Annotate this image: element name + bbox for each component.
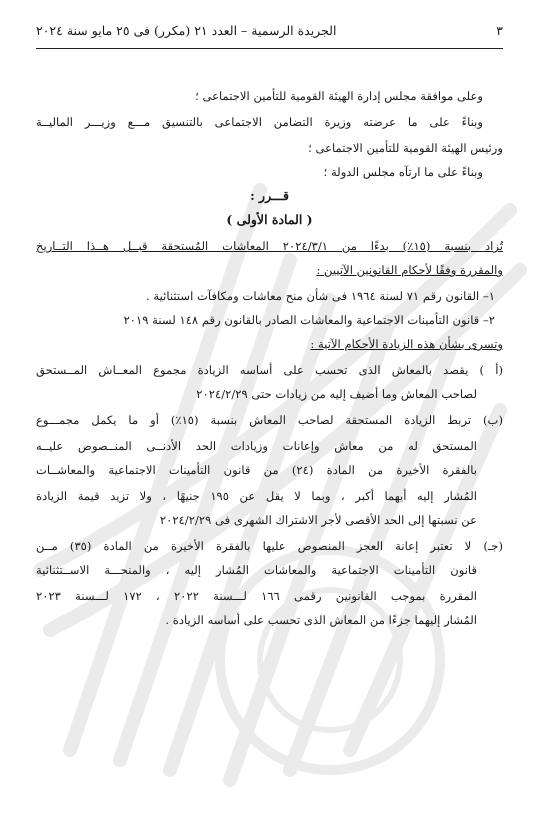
decision-heading: قـــرر : (250, 188, 289, 203)
text-line: والمقررة وفقًا لأحكام القانونين الآتيين : (316, 263, 503, 277)
text-line: ورئيس الهيئة القومية للتأمين الاجتماعى ؛ (308, 141, 503, 155)
clause-line: المُشار إليهما جزءًا من المعاش الذى تحسب على أساسه الزيادة . (165, 613, 477, 627)
clause-line: المستحق له من معاش وإعانات وزيادات الحد الأدنــى المنــصوص عليــه (36, 439, 477, 453)
clause-line: المقررة بموجب القانونين رقمى ١٦٦ لـــسنة ٢٠٢٢ ، ١٧٢ لـــسنة ٢٠٢٣ (36, 589, 477, 603)
clause-line: عن نسبتها إلى الحد الأقصى لأجر الاشتراك الشهرى فى ٢٠٢٤/٢/٢٩ (159, 513, 477, 527)
list-item: ١– القانون رقم ٧١ لسنة ١٩٦٤ فى شأن منح معاشات ومكافآت استثنائية . (146, 289, 495, 303)
article-heading: ( المادة الأولى ) (226, 212, 313, 227)
text-line: تُزاد بنسبة (١٥٪) بدءًا من ٢٠٢٤/٣/١ المعاشات المُستحقة قبــل هــذا التــاريخ (36, 239, 503, 253)
clause-line: لصاحب المعاش وما أضيف إليه من زيادات حتى ٢٠٢٤/٢/٢٩ (196, 387, 477, 401)
header-divider (36, 48, 503, 49)
text-line: وعلى موافقة مجلس إدارة الهيئة القومية للتأمين الاجتماعى ؛ (195, 89, 483, 103)
clause-line: (ب) تربط الزيادة المستحقة لصاحب المعاش بنسبة (١٥٪) أو ما يكمل مجمـــوع (36, 413, 503, 427)
clause-line: قانون التأمينات الاجتماعية والمعاشات المُشار إليه ، والمنحـــة الاســتثنائية (36, 563, 477, 577)
list-item: ٢– قانون التأمينات الاجتماعية والمعاشات الصادر بالقانون رقم ١٤٨ لسنة ٢٠١٩ (123, 313, 495, 327)
clause-line: (أ ) يقصد بالمعاش الذى تحسب على أساسه الزيادة مجموع المعــاش المــستحق (36, 363, 503, 377)
page-number: ٣ (496, 23, 503, 38)
text-line: وبناءً على ما عرضته وزيرة التضامن الاجتماعى بالتنسيق مـــع وزيـــر الماليــة (36, 115, 483, 129)
journal-title: الجريدة الرسمية – العدد ٢١ (مكرر) فى ٢٥ مايو سنة ٢٠٢٤ (36, 23, 337, 38)
clause-line: (جـ) لا تعتبر إعانة العجز المنصوص عليها بالفقرة الأخيرة من المادة (٣٥) مــن (36, 539, 503, 553)
page-header (36, 14, 503, 38)
clause-line: المُشار إليه أيهما أكبر ، وبما لا يقل عن ١٩٥ جنيهًا ، ولا تزيد قيمة الزيادة (36, 489, 477, 503)
clause-line: بالفقرة الأخيرة من المادة (٢٤) من قانون التأمينات الاجتماعية والمعاشــات (36, 463, 477, 477)
text-line: وبناءً على ما ارتآه مجلس الدولة ؛ (323, 165, 483, 179)
text-line: وتسرى بشأن هذه الزيادة الأحكام الآتية : (310, 337, 503, 351)
